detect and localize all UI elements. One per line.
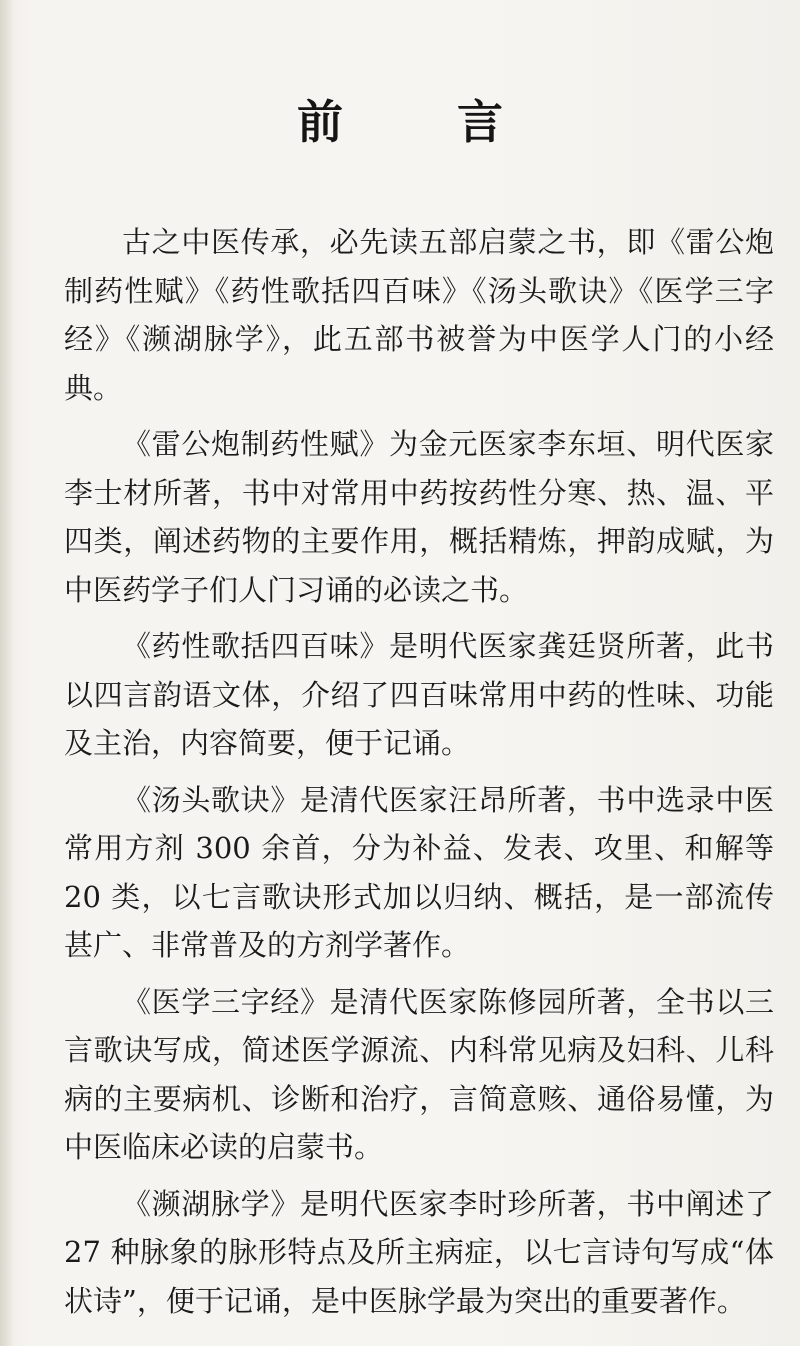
paragraph-tangtou: 《汤头歌诀》是清代医家汪昂所著，书中选录中医常用方剂 300 余首，分为补益、发表、攻里、和解等 20 类，以七言歌诀形式加以归纳、概括，是一部流传甚广、非常普及的方剂学著作。 <box>64 782 774 962</box>
paragraph-yaoxing: 《药性歌括四百味》是明代医家龚廷贤所著，此书以四言韵语文体，介绍了四百味常用中药的性味、功能及主治，内容简要，便于记诵。 <box>64 629 774 760</box>
page-title: 前 言 <box>297 95 537 149</box>
preface-body <box>64 218 774 1333</box>
binding-shadow <box>0 0 14 1346</box>
paragraph-intro: 古之中医传承，必先读五部启蒙之书，即《雷公炮制药性赋》《药性歌括四百味》《汤头歌诀》《医学三字经》《濒湖脉学》，此五部书被誉为中医学人门的小经典。 <box>64 225 774 405</box>
paragraph-leigong: 《雷公炮制药性赋》为金元医家李东垣、明代医家李士材所著，书中对常用中药按药性分寒、热、温、平四类，阐述药物的主要作用，概括精炼，押韵成赋，为中医药学子们人门习诵的必读之书。 <box>64 427 774 607</box>
paragraph-sanzijing: 《医学三字经》是清代医家陈修园所著，全书以三言歌诀写成，简述医学源流、内科常见病及妇科、儿科病的主要病机、诊断和治疗，言简意赅、通俗易懂，为中医临床必读的启蒙书。 <box>64 984 774 1164</box>
paragraph-binhu: 《濒湖脉学》是明代医家李时珍所著，书中阐述了 27 种脉象的脉形特点及所主病症，以七言诗句写成“体状诗”，便于记诵，是中医脉学最为突出的重要著作。 <box>64 1186 774 1318</box>
